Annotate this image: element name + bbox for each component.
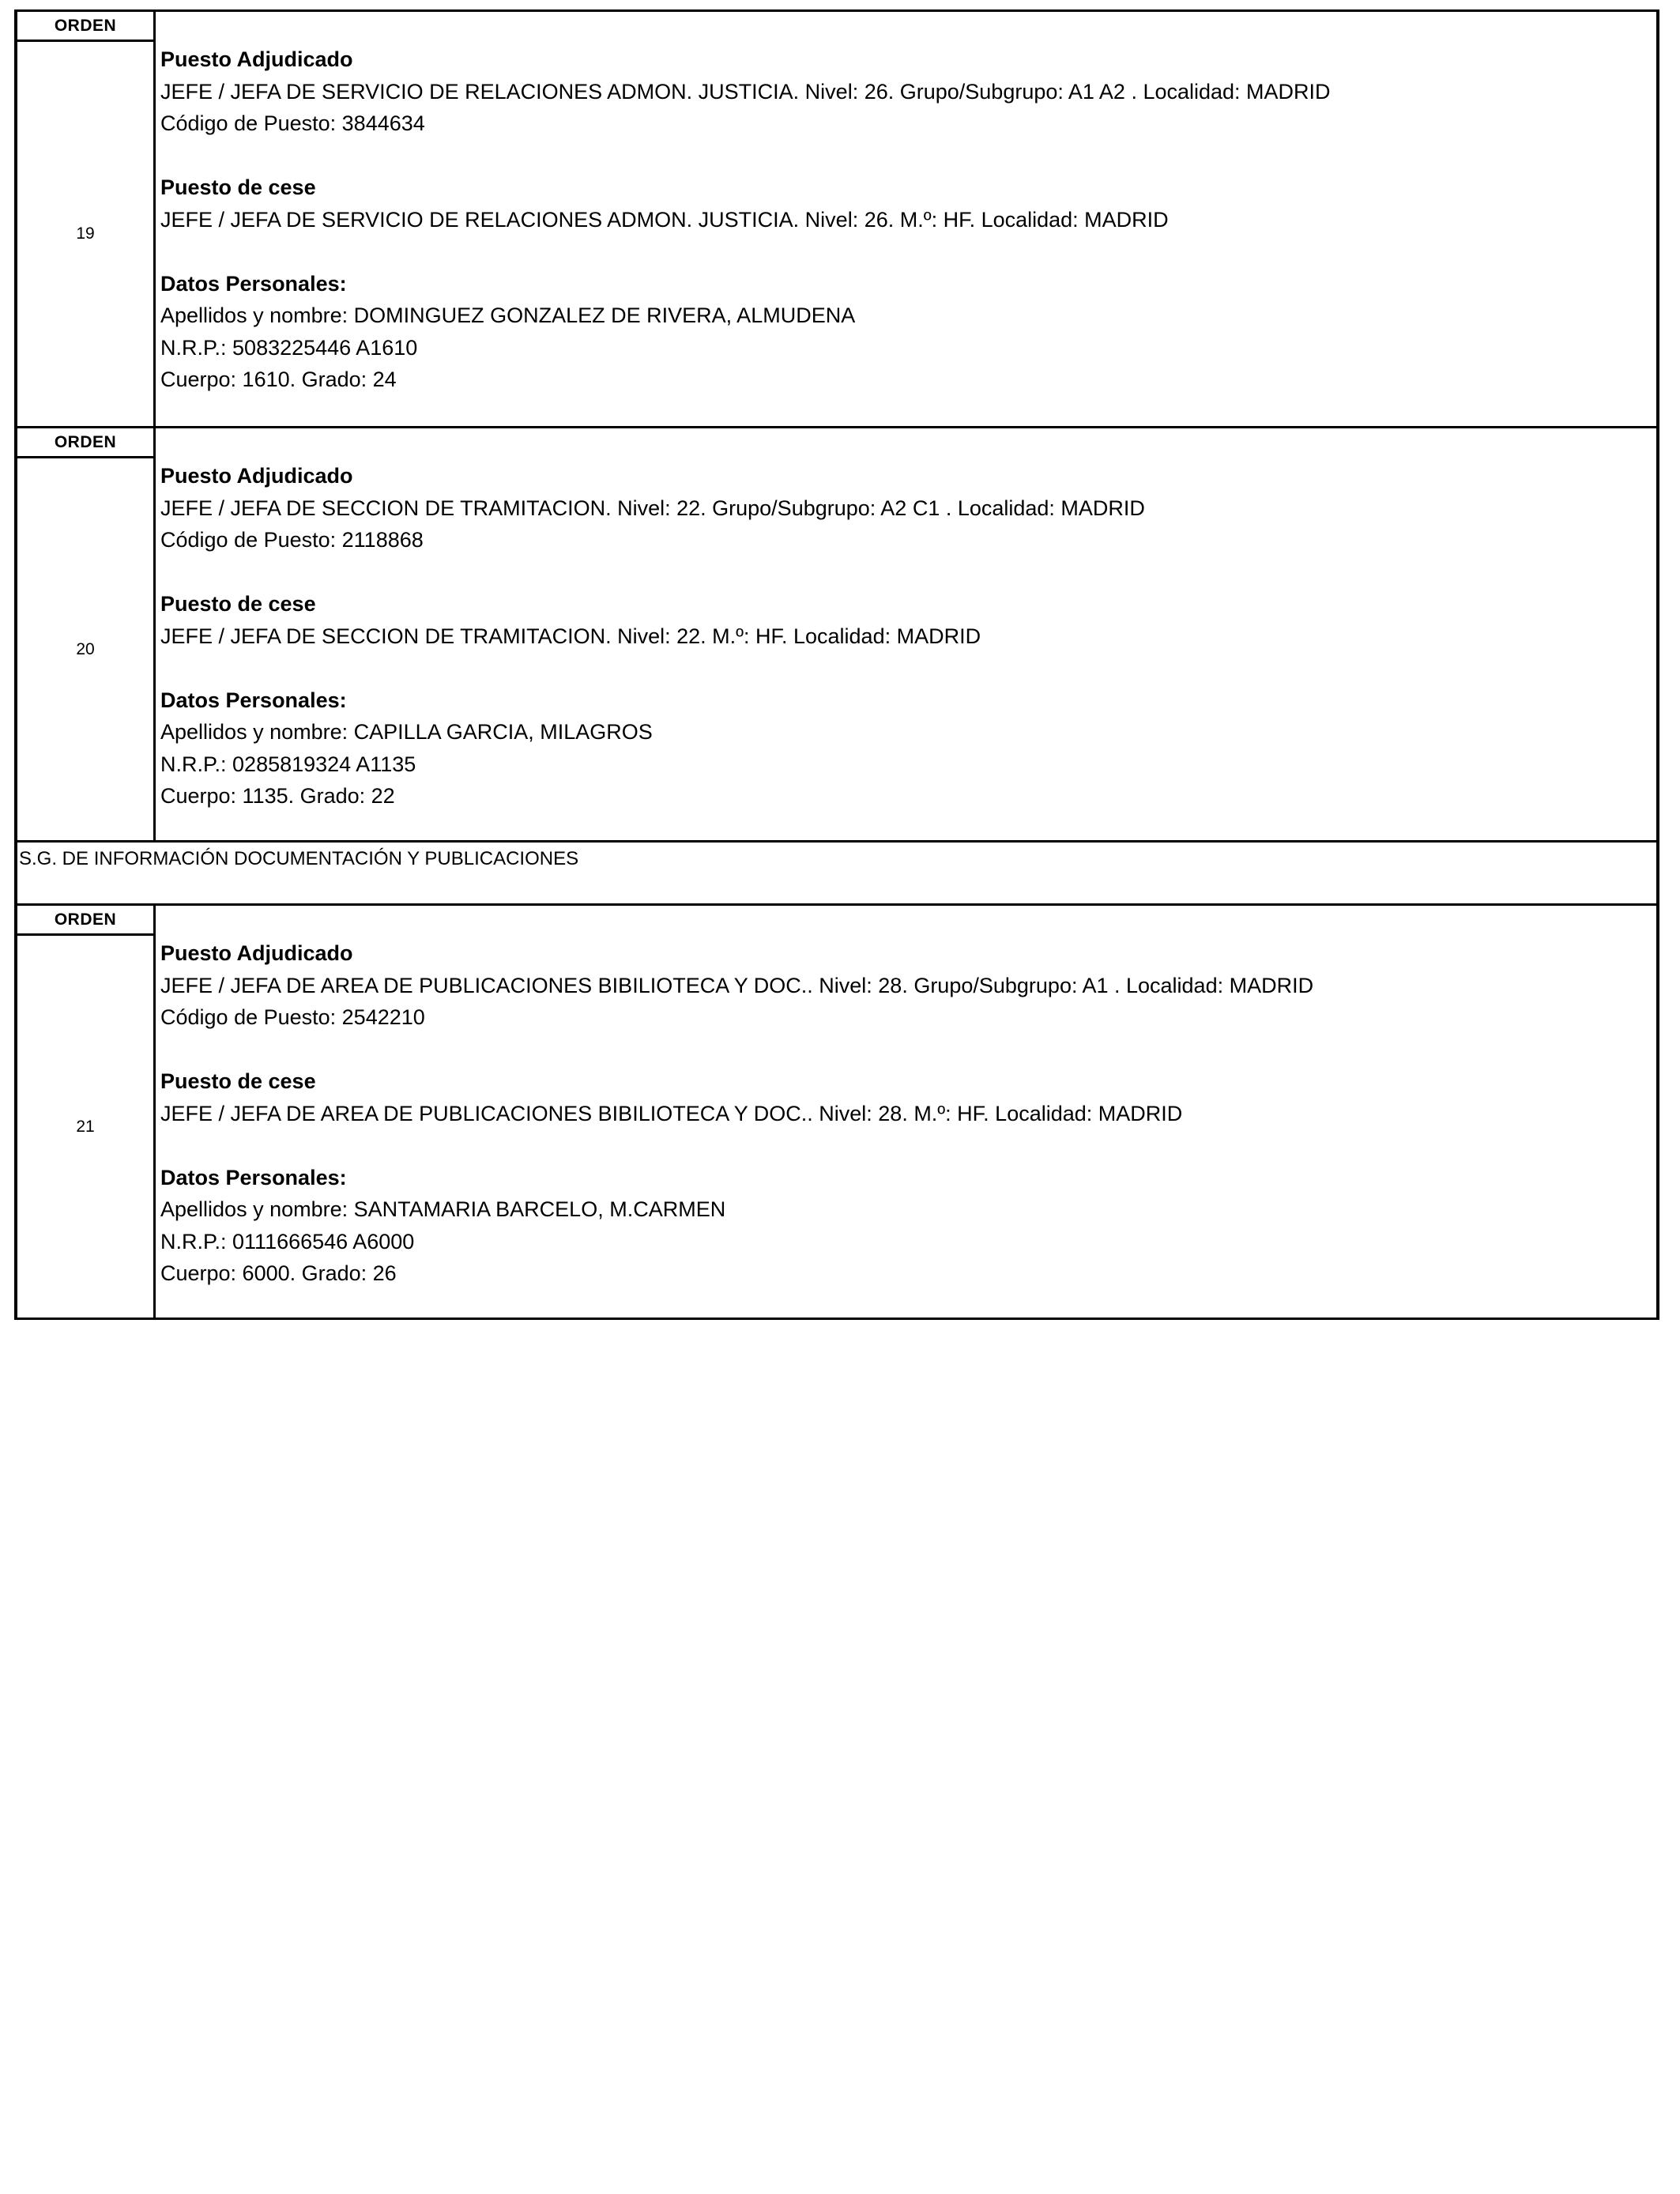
puesto-cese-text: JEFE / JEFA DE SECCION DE TRAMITACION. Nivel: 22. M.º: HF. Localidad: MADRID	[160, 624, 981, 648]
orden-number: 19	[76, 224, 95, 243]
record-19	[17, 12, 1656, 426]
apellidos-nombre: Apellidos y nombre: DOMINGUEZ GONZALEZ DE RIVERA, ALMUDENA	[160, 303, 856, 327]
datos-personales-heading: Datos Personales:	[160, 688, 347, 712]
orden-header: ORDEN	[17, 906, 153, 936]
record-details	[156, 428, 1656, 840]
puesto-cese-heading: Puesto de cese	[160, 1069, 316, 1093]
puesto-cese-text: JEFE / JEFA DE SERVICIO DE RELACIONES ADMON. JUSTICIA. Nivel: 26. M.º: HF. Localidad: MADRID	[160, 207, 1169, 232]
codigo-puesto: Código de Puesto: 2118868	[160, 528, 424, 552]
apellidos-nombre: Apellidos y nombre: SANTAMARIA BARCELO, M.CARMEN	[160, 1197, 726, 1221]
apellidos-nombre: Apellidos y nombre: CAPILLA GARCIA, MILAGROS	[160, 720, 653, 744]
orden-column	[17, 906, 156, 1318]
spacer	[160, 140, 1656, 172]
codigo-puesto: Código de Puesto: 3844634	[160, 111, 425, 135]
orden-column	[17, 12, 156, 426]
orden-number: 21	[76, 1117, 95, 1136]
orden-number: 20	[76, 639, 95, 658]
puesto-cese-text: JEFE / JEFA DE AREA DE PUBLICACIONES BIBILIOTECA Y DOC.. Nivel: 28. M.º: HF. Localidad: MADRID	[160, 1101, 1183, 1125]
nrp: N.R.P.: 0111666546 A6000	[160, 1229, 415, 1253]
orden-header: ORDEN	[17, 12, 153, 42]
orden-column	[17, 428, 156, 840]
assignment-table	[14, 9, 1659, 1320]
spacer	[160, 652, 1656, 684]
puesto-adjudicado-text: JEFE / JEFA DE SECCION DE TRAMITACION. Nivel: 22. Grupo/Subgrupo: A2 C1 . Localidad: MADRID	[160, 496, 1145, 520]
datos-personales-heading: Datos Personales:	[160, 271, 347, 296]
record-21	[17, 903, 1656, 1318]
puesto-adjudicado-text: JEFE / JEFA DE AREA DE PUBLICACIONES BIBILIOTECA Y DOC.. Nivel: 28. Grupo/Subgrupo: A1 . Localidad: MADRID	[160, 973, 1314, 997]
spacer	[160, 236, 1656, 268]
puesto-cese-heading: Puesto de cese	[160, 592, 316, 616]
nrp: N.R.P.: 0285819324 A1135	[160, 752, 416, 776]
orden-header: ORDEN	[17, 428, 153, 458]
datos-personales-heading: Datos Personales:	[160, 1165, 347, 1189]
spacer	[160, 1129, 1656, 1162]
nrp: N.R.P.: 5083225446 A1610	[160, 335, 418, 360]
cuerpo-grado: Cuerpo: 1610. Grado: 24	[160, 368, 397, 391]
puesto-adjudicado-heading: Puesto Adjudicado	[160, 941, 353, 965]
codigo-puesto: Código de Puesto: 2542210	[160, 1005, 425, 1029]
record-20	[17, 426, 1656, 840]
cuerpo-grado: Cuerpo: 6000. Grado: 26	[160, 1261, 397, 1285]
puesto-adjudicado-heading: Puesto Adjudicado	[160, 464, 353, 488]
puesto-cese-heading: Puesto de cese	[160, 175, 316, 199]
cuerpo-grado: Cuerpo: 1135. Grado: 22	[160, 784, 395, 808]
record-details	[156, 906, 1656, 1318]
puesto-adjudicado-heading: Puesto Adjudicado	[160, 47, 353, 71]
record-details	[156, 12, 1656, 426]
spacer	[160, 556, 1656, 589]
puesto-adjudicado-text: JEFE / JEFA DE SERVICIO DE RELACIONES ADMON. JUSTICIA. Nivel: 26. Grupo/Subgrupo: A1 A2 . Localidad: MADRID	[160, 79, 1331, 104]
spacer	[160, 1034, 1656, 1066]
section-heading: S.G. DE INFORMACIÓN DOCUMENTACIÓN Y PUBLICACIONES	[17, 840, 1656, 903]
